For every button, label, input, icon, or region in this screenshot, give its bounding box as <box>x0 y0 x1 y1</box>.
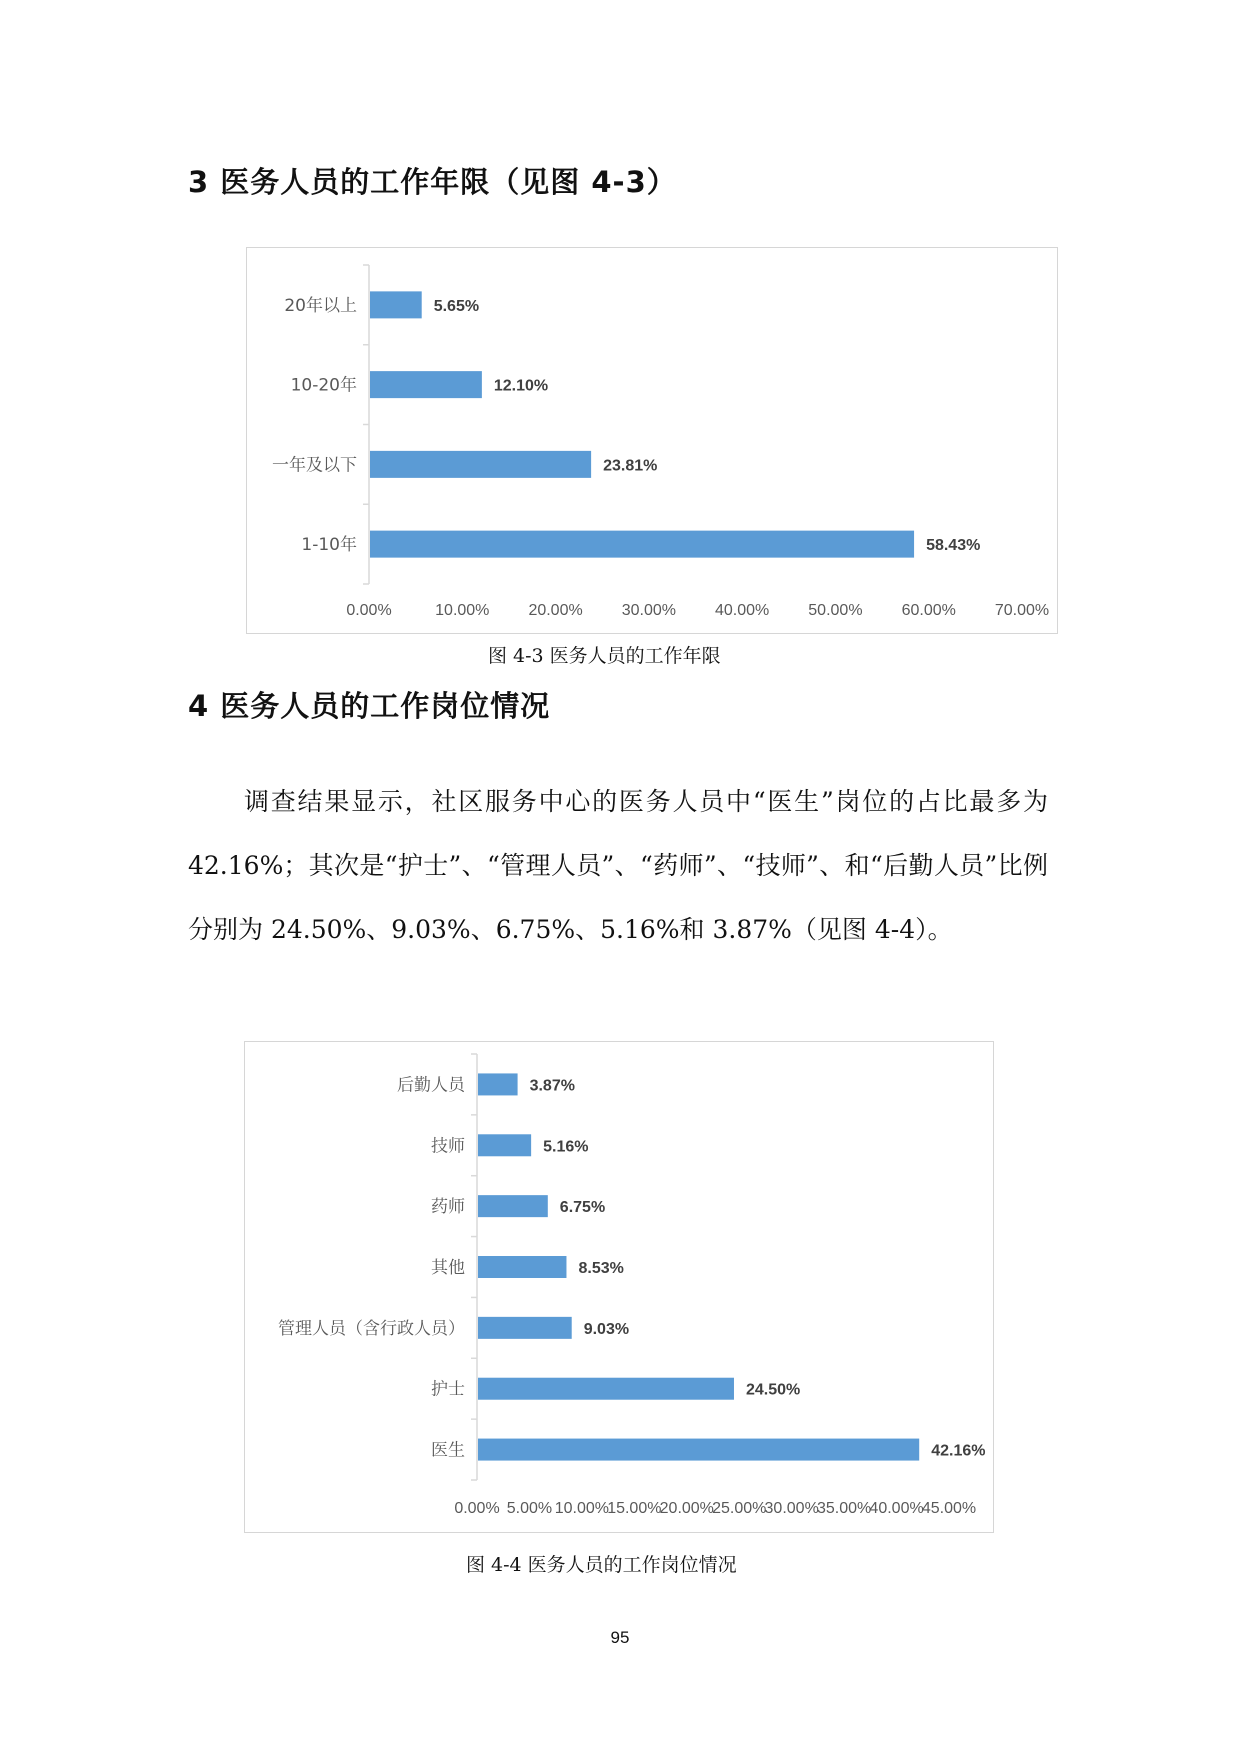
job-positions-bar <box>478 1195 548 1217</box>
work-years-tick-label: 50.00% <box>808 602 863 619</box>
job-positions-bar <box>478 1073 518 1095</box>
work-years-tick-label: 60.00% <box>901 602 956 619</box>
work-years-value-label: 58.43% <box>926 537 981 555</box>
job-positions-tick-label: 0.00% <box>454 1500 500 1517</box>
work-years-bar <box>370 371 482 398</box>
job-positions-value-label: 42.16% <box>931 1442 986 1460</box>
work-years-category-label: 20年以上 <box>284 295 357 316</box>
job-positions-value-label: 24.50% <box>745 1381 801 1399</box>
work-years-tick-label: 20.00% <box>528 602 583 619</box>
work-years-bar <box>370 451 591 478</box>
job-positions-bar <box>478 1439 919 1461</box>
job-positions-value-label: 8.53% <box>578 1260 624 1277</box>
job-positions-value-label: 5.16% <box>543 1138 589 1156</box>
job-positions-tick-label: 40.00% <box>869 1500 924 1517</box>
job-positions-tick-label: 35.00% <box>816 1500 872 1517</box>
page-number: 95 <box>610 1628 630 1647</box>
job-positions-value-label: 3.87% <box>529 1077 575 1095</box>
job-positions-bar <box>478 1378 734 1400</box>
work-years-tick-label: 0.00% <box>346 602 392 619</box>
job-positions-tick-label: 25.00% <box>712 1500 767 1517</box>
job-positions-category-label: 其他 <box>431 1258 465 1278</box>
chart-work-years-svg <box>247 248 1057 633</box>
work-years-value-label: 23.81% <box>603 457 658 475</box>
job-positions-bar <box>478 1256 566 1278</box>
job-positions-category-label: 医生 <box>431 1440 465 1461</box>
job-positions-category-label: 管理人员（含行政人员） <box>278 1318 465 1339</box>
work-years-tick-label: 10.00% <box>435 602 490 619</box>
chart-work-years <box>246 247 1058 634</box>
work-years-value-label: 5.65% <box>433 297 480 315</box>
job-positions-bar <box>478 1134 531 1156</box>
job-positions-tick-label: 5.00% <box>506 1500 553 1517</box>
job-positions-tick-label: 20.00% <box>659 1500 714 1517</box>
section-4-heading: 4 医务人员的工作岗位情况 <box>188 689 551 723</box>
job-positions-value-label: 9.03% <box>583 1320 630 1338</box>
work-years-bar <box>370 291 422 318</box>
work-years-category-label: 10-20年 <box>290 375 357 396</box>
figure-4-4-caption: 图 4-4 医务人员的工作岗位情况 <box>466 1554 737 1576</box>
job-positions-category-label: 药师 <box>431 1197 465 1218</box>
job-positions-tick-label: 15.00% <box>607 1500 662 1517</box>
work-years-tick-label: 40.00% <box>715 602 770 619</box>
chart-job-positions <box>244 1041 994 1533</box>
job-positions-bar <box>478 1317 572 1339</box>
job-positions-tick-label: 45.00% <box>921 1500 977 1517</box>
job-positions-tick-label: 30.00% <box>764 1500 819 1517</box>
work-years-category-label: 1-10年 <box>301 535 357 556</box>
work-years-value-label: 12.10% <box>493 377 549 395</box>
work-years-category-label: 一年及以下 <box>272 455 357 476</box>
work-years-tick-label: 30.00% <box>621 602 676 619</box>
section-4-paragraph: 调查结果显示，社区服务中心的医务人员中“医生”岗位的占比最多为 42.16%；其次是“护士”、“管理人员”、“药师”、“技师”、和“后勤人员”比例分别为 24.50%、9.03%、6.75%、5.16%和 3.87%（见图 4-4）。 <box>188 787 1048 944</box>
job-positions-category-label: 护士 <box>431 1379 465 1400</box>
job-positions-tick-label: 10.00% <box>554 1500 610 1517</box>
job-positions-category-label: 后勤人员 <box>397 1075 465 1096</box>
chart-job-positions-svg <box>245 1042 993 1532</box>
section-3-heading: 3 医务人员的工作年限（见图 4-3） <box>188 165 677 199</box>
work-years-bar <box>370 531 914 558</box>
job-positions-value-label: 6.75% <box>559 1199 606 1217</box>
work-years-tick-label: 70.00% <box>994 602 1050 619</box>
job-positions-category-label: 技师 <box>431 1136 465 1157</box>
figure-4-3-caption: 图 4-3 医务人员的工作年限 <box>488 645 721 667</box>
